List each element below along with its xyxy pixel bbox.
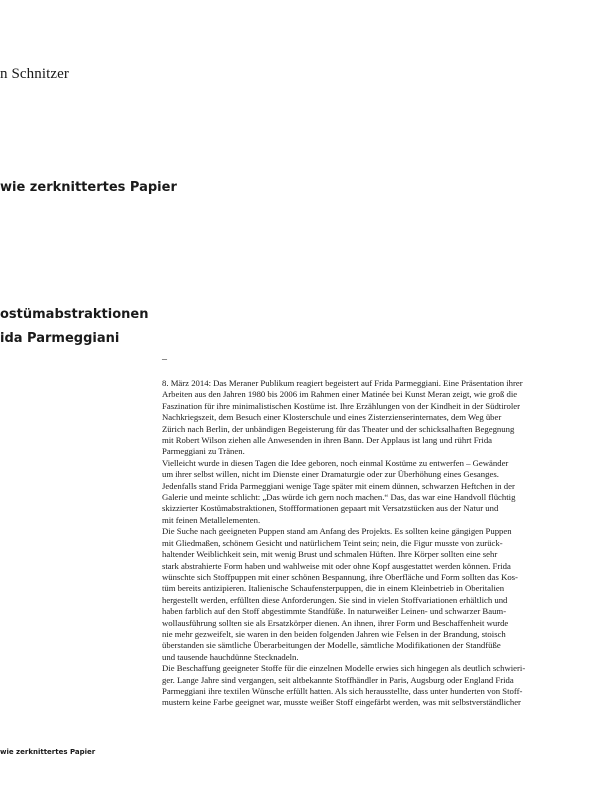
- body-line: Parmeggiani ihre textilen Wünsche erfüllt hatten. Als sich herausstellte, dass unter hunderten von Stoff-: [162, 685, 523, 696]
- body-line: mit Gliedmaßen, schönem Gesicht und natürlichem Teint sein; nein, die Figur musste von zurück-: [162, 537, 503, 548]
- body-line: Parmeggiani zu Tränen.: [162, 446, 245, 457]
- section-dash: –: [162, 354, 167, 365]
- body-line: überstanden sie sämtliche Überarbeitungen der Modelle, sämtliche Modifikationen der Standfüße: [162, 640, 501, 651]
- section-title-line-2: ida Parmeggiani: [0, 331, 120, 346]
- body-line: tüm bereits antizipieren. Italienische Schaufensterpuppen, die in einem Kleinbetrieb in Oberitalien: [162, 583, 505, 594]
- body-line: Vielleicht wurde in diesen Tagen die Idee geboren, noch einmal Kostüme zu entwerfen – Gewänder: [162, 457, 509, 468]
- body-text: [162, 378, 546, 709]
- section-title-line-1: ostümabstraktionen: [0, 307, 149, 322]
- body-line: stark abstrahierte Form haben und wahlweise mit oder ohne Kopf ausgestattet werden können. Frida: [162, 560, 511, 571]
- body-line: haben farblich auf den Stoff abgestimmte Standfüße. In naturweißer Leinen- und schwarzer Baum-: [162, 606, 507, 617]
- author-name: n Schnitzer: [0, 66, 69, 82]
- body-line: 8. März 2014: Das Meraner Publikum reagiert begeistert auf Frida Parmeggiani. Eine Präsentation ihrer: [162, 378, 523, 388]
- body-line: haltender Weiblichkeit sein, mit wenig Brust und schmalen Hüften. Ihre Körper sollten eine sehr: [162, 549, 498, 560]
- body-line: Zürich nach Berlin, der unbändigen Begeisterung für das Theater und der schicksalhaften Begegnung: [162, 423, 515, 434]
- body-line: Jedenfalls stand Frida Parmeggiani wenige Tage später mit einem dünnen, schwarzen Heftchen in der: [162, 480, 515, 491]
- body-line: um ihrer selbst willen, nicht im Dienste einer Dramaturgie oder zur Überhöhung eines Gesanges.: [162, 469, 499, 480]
- body-line: mustern keine Farbe geeignet war, musste weißer Stoff eingefärbt werden, was mit selbstverständlicher: [162, 697, 521, 708]
- body-line: und tausende hauchdünne Stecknadeln.: [162, 651, 299, 662]
- body-line: Nachkriegszeit, dem Besuch einer Klosterschule und eines Zisterzienserinternates, dem Weg über: [162, 412, 502, 423]
- chapter-title: wie zerknittertes Papier: [0, 180, 177, 195]
- body-line: skizzierter Kostümabstraktionen, Stoffformationen gepaart mit Versatzstücken aus der Natur und: [162, 503, 499, 514]
- body-line: nie mehr gezweifelt, sie waren in den beiden folgenden Jahren wie Felsen in der Brandung, stoisch: [162, 628, 506, 639]
- body-line: hergestellt werden, erfüllten diese Anforderungen. Sie sind in vielen Stoffvariationen erhältlich und: [162, 594, 508, 605]
- body-line: Die Suche nach geeigneten Puppen stand am Anfang des Projekts. Es sollten keine gängigen Puppen: [162, 526, 512, 537]
- body-line: Faszination für ihre minimalistischen Kostüme ist. Ihre Erzählungen von der Kindheit in der Südtiroler: [162, 400, 521, 411]
- body-line: wünschte sich Stoffpuppen mit einer schönen Bespannung, ihre Oberfläche und Form sollten das Kos-: [162, 571, 518, 582]
- body-line: Die Beschaffung geeigneter Stoffe für die einzelnen Modelle erwies sich hingegen als deutlich schwieri-: [162, 663, 526, 674]
- body-line: Galerie und meinte schlicht: „Das würde ich gern noch machen.“ Das, das war eine Handvoll flüchtig: [162, 492, 516, 503]
- running-footer: wie zerknittertes Papier: [0, 748, 96, 756]
- body-line: Arbeiten aus den Jahren 1980 bis 2006 im Rahmen einer Matinée bei Kunst Meran zeigt, wie groß die: [162, 389, 518, 400]
- body-line: ger. Lange Jahre sind vergangen, seit altbekannte Stoffhändler in Paris, Augsburg oder England Frida: [162, 674, 514, 685]
- body-line: mit Robert Wilson ziehen alle Anwesenden in ihren Bann. Der Applaus ist lang und rührt Frida: [162, 435, 493, 446]
- body-line: wollausführung sollten sie als Ersatzkörper dienen. An ihnen, ihrer Form und Beschaffenheit wurde: [162, 617, 509, 628]
- body-line: mit feinen Metallelementen.: [162, 514, 261, 525]
